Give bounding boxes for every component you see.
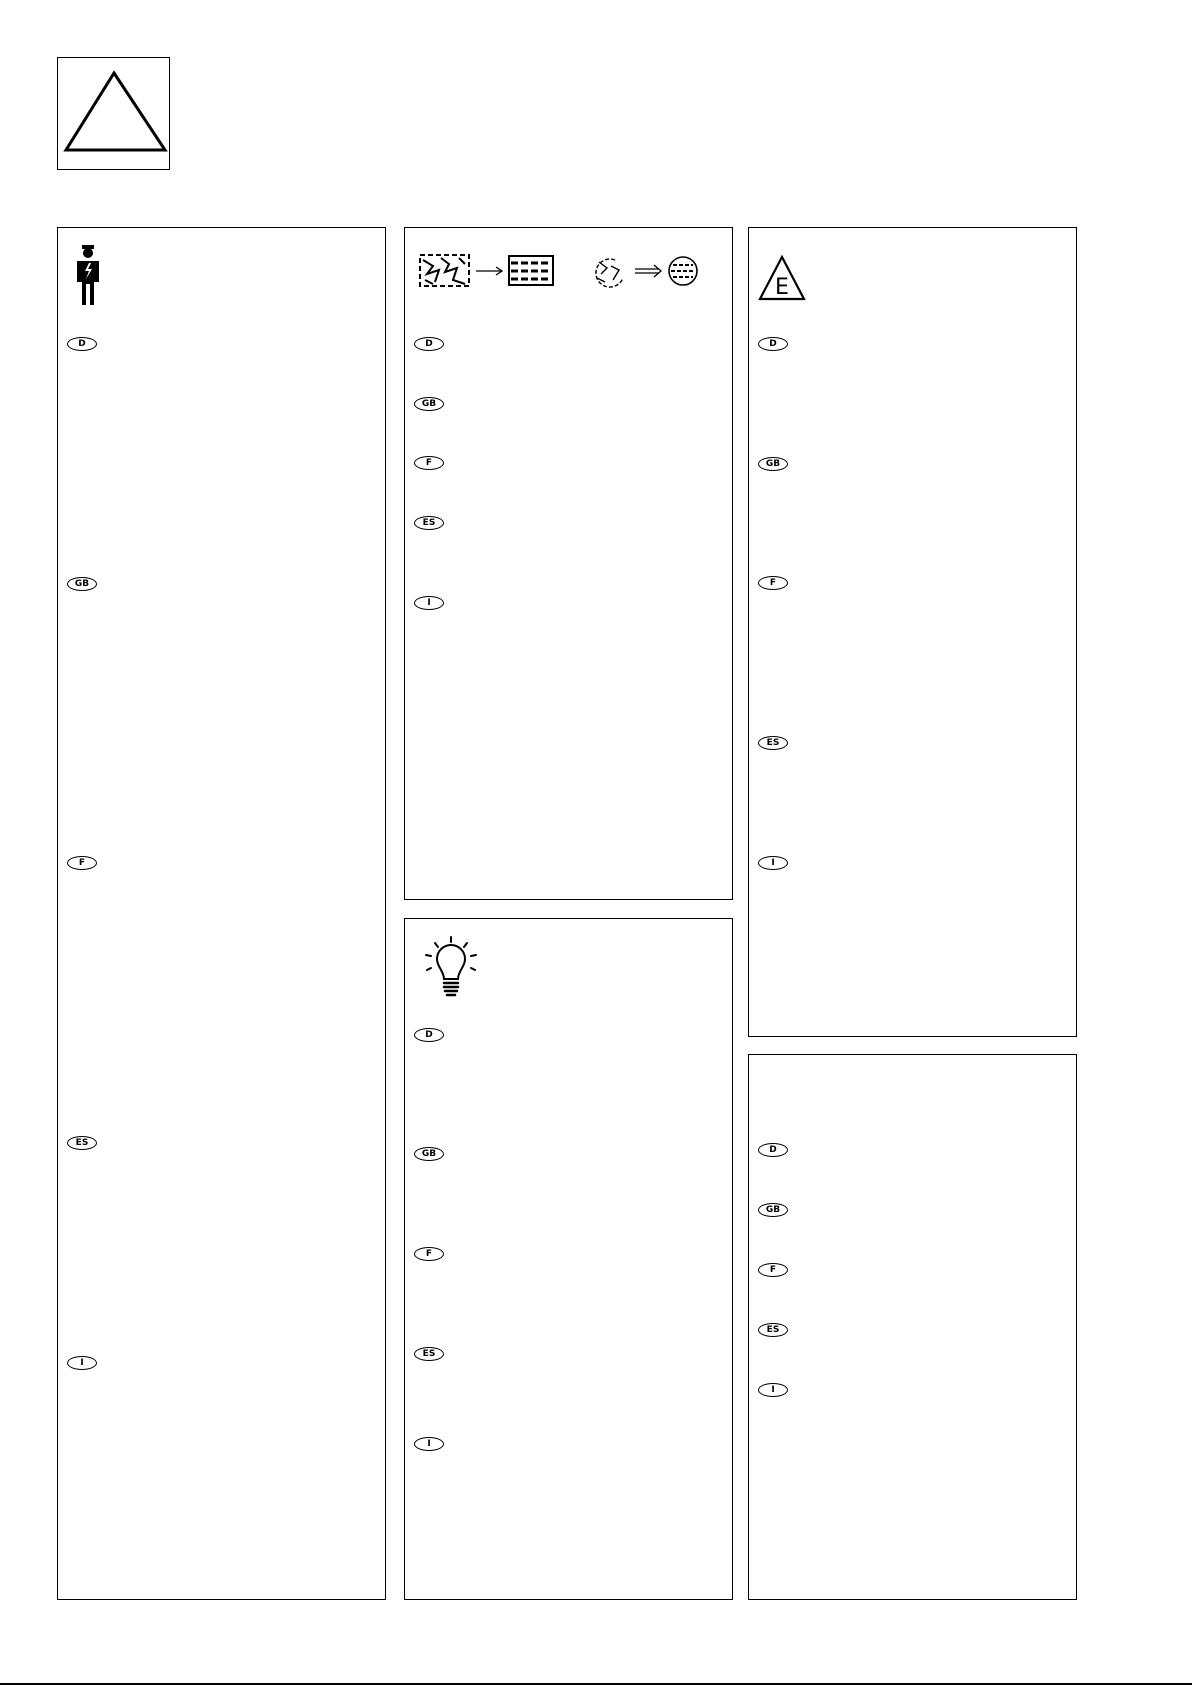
lang-badge-i: I	[758, 1383, 788, 1397]
warning-triangle-icon	[58, 58, 171, 171]
lang-badge-i: I	[414, 596, 444, 610]
lang-badge-gb: GB	[67, 577, 97, 591]
warning-box	[57, 57, 170, 170]
lang-badge-d: D	[414, 1028, 444, 1042]
lang-badge-f: F	[414, 456, 444, 470]
e-triangle-icon	[757, 254, 807, 302]
lang-badge-i: I	[758, 856, 788, 870]
lang-badge-i: I	[67, 1356, 97, 1370]
lang-badge-f: F	[414, 1247, 444, 1261]
e-triangle-letter: E	[775, 275, 789, 300]
broken-to-intact-lamp-icon	[419, 254, 699, 288]
lang-badge-d: D	[414, 337, 444, 351]
lang-badge-gb: GB	[758, 1203, 788, 1217]
lang-badge-es: ES	[414, 1347, 444, 1361]
panel-electrician	[57, 227, 386, 1600]
lang-badge-es: ES	[758, 1323, 788, 1337]
lang-badge-i: I	[414, 1437, 444, 1451]
lang-badge-d: D	[67, 337, 97, 351]
lang-badge-f: F	[758, 1263, 788, 1277]
lang-badge-f: F	[67, 856, 97, 870]
lang-badge-es: ES	[758, 736, 788, 750]
panel-lamp-replacement	[404, 227, 733, 900]
lang-badge-gb: GB	[758, 457, 788, 471]
lightbulb-icon	[423, 935, 479, 1001]
lang-badge-d: D	[758, 337, 788, 351]
lang-badge-es: ES	[67, 1136, 97, 1150]
electrician-icon	[74, 244, 102, 306]
lang-badge-es: ES	[414, 516, 444, 530]
lang-badge-d: D	[758, 1143, 788, 1157]
panel-explosion-protection	[748, 227, 1077, 1037]
lang-badge-gb: GB	[414, 1147, 444, 1161]
panel-lightbulb	[404, 918, 733, 1600]
lang-badge-gb: GB	[414, 397, 444, 411]
panel-plain	[748, 1054, 1077, 1600]
lang-badge-f: F	[758, 576, 788, 590]
